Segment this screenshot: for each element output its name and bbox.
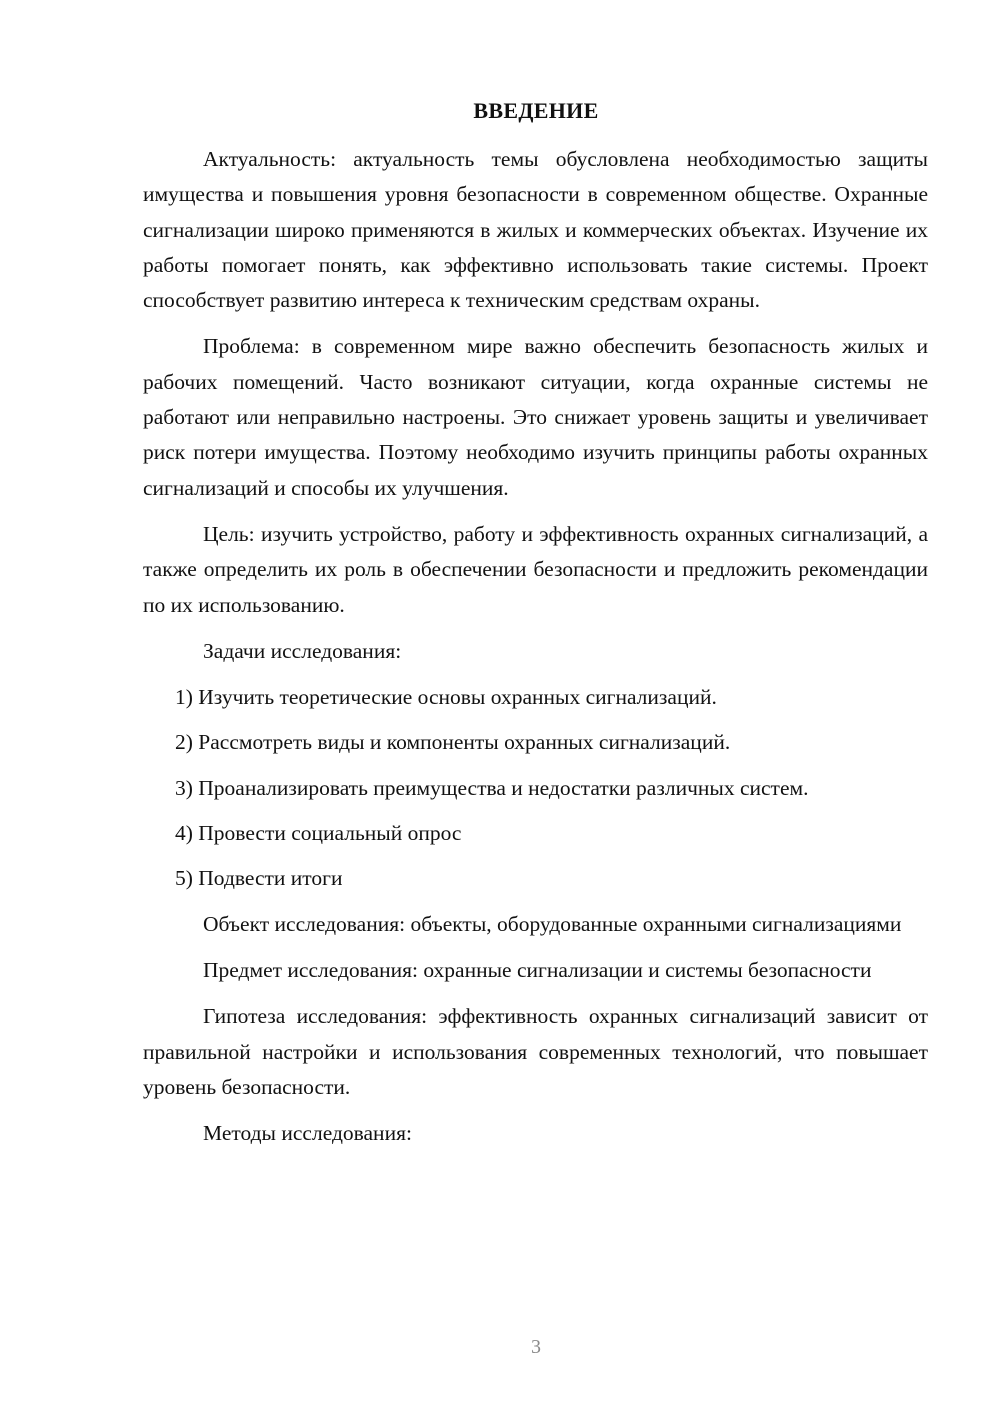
task-item-1: 1) Изучить теоретические основы охранных сигнализаций. [175,685,717,710]
task-item-5: 5) Подвести итоги [175,866,343,891]
task-item-4: 4) Провести социальный опрос [175,821,462,846]
paragraph-methods: Методы исследования: [203,1121,412,1146]
paragraph-tasks-heading: Задачи исследования: [203,638,402,663]
paragraph-goal: Цель: изучить устройство, работу и эффективность охранных сигнализаций, а также определить их роль в обеспечении безопасности и предложить рекомендации по их использованию. [143,521,928,617]
paragraph-object: Объект исследования: объекты, оборудованные охранными сигнализациями [203,911,902,936]
page-number: 3 [531,1336,541,1358]
paragraph-hypothesis: Гипотеза исследования: эффективность охранных сигнализаций зависит от правильной настройки и использования современных технологий, что повышает уровень безопасности. [143,1004,928,1099]
paragraph-subject: Предмет исследования: охранные сигнализации и системы безопасности [203,957,872,982]
paragraph-problem: Проблема: в современном мире важно обеспечить безопасность жилых и рабочих помещений. Часто возникают ситуации, когда охранные системы не работают или неправильно настроены. Это снижает уровень защиты и увеличивает риск потери имущества. Поэтому необходимо изучить принципы работы охранных сигнализаций и способы их улучшения. [143,334,928,500]
paragraph-relevance: Актуальность: актуальность темы обусловлена необходимостью защиты имущества и повышения уровня безопасности в современном обществе. Охранные сигнализации широко применяются в жилых и коммерческих объектах. Изучение их работы помогает понять, как эффективно использовать такие системы. Проект способствует развитию интереса к техническим средствам охраны. [143,147,928,313]
document-body [143,142,928,1162]
task-item-3: 3) Проанализировать преимущества и недостатки различных систем. [175,775,809,800]
section-title: ВВЕДЕНИЕ [473,98,599,123]
task-item-2: 2) Рассмотреть виды и компоненты охранных сигнализаций. [175,730,731,755]
